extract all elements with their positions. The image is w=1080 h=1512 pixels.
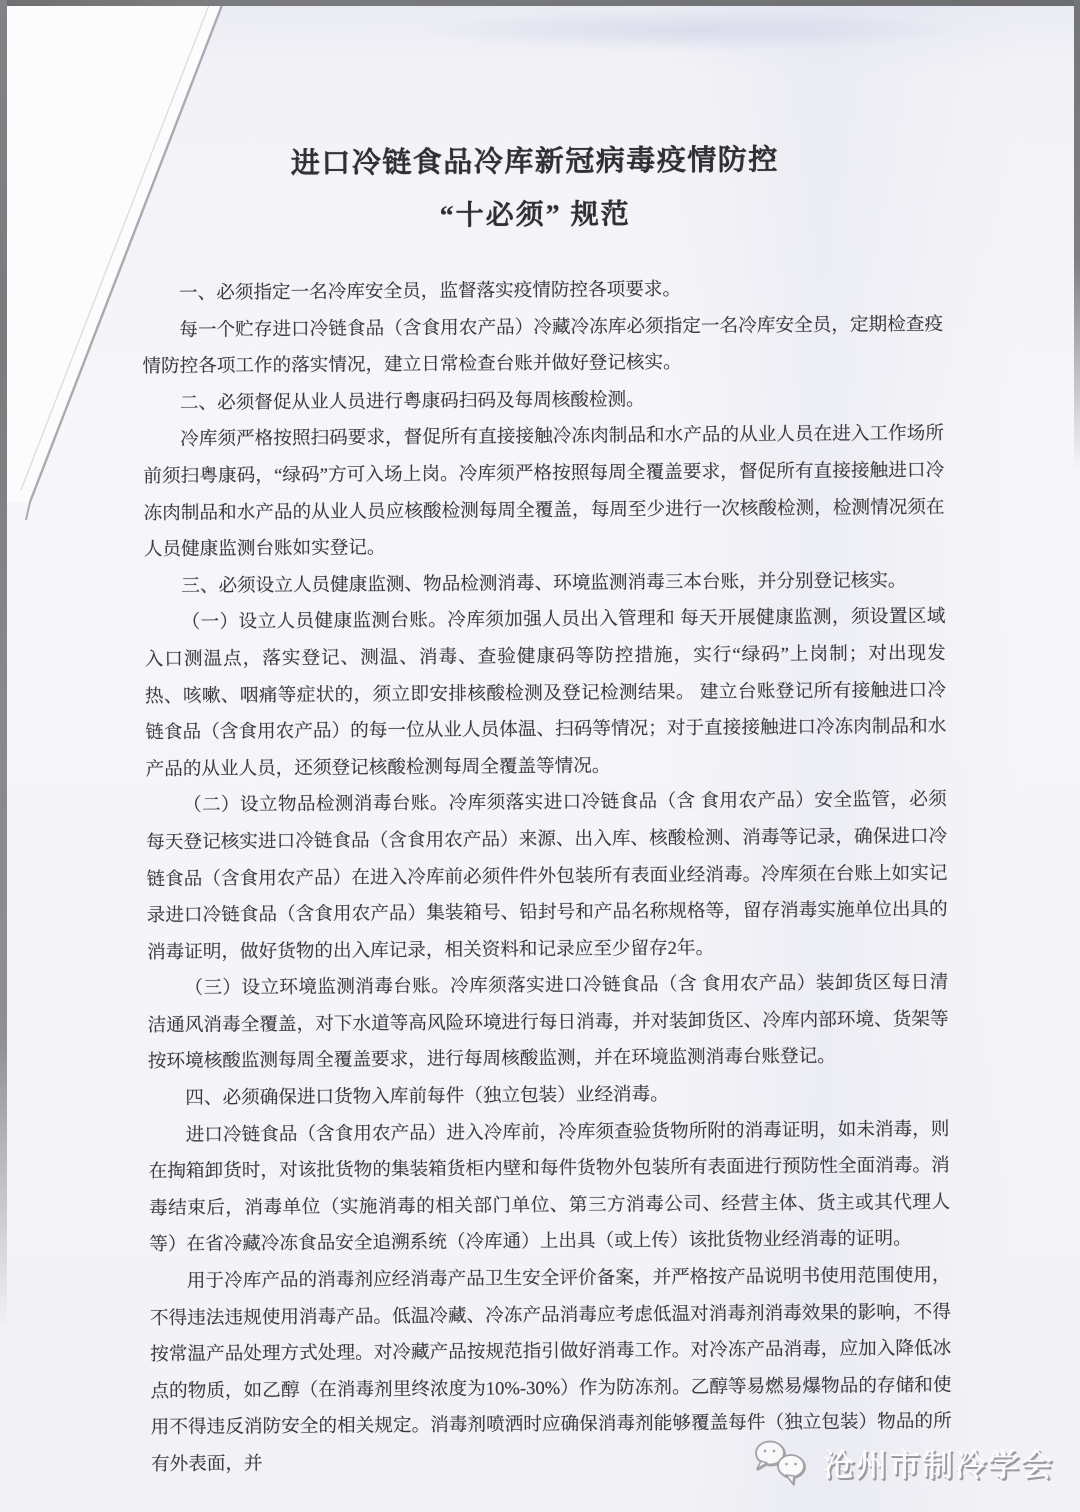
document-title-line-1: 进口冷链食品冷库新冠病毒疫情防控 <box>290 144 779 180</box>
document-title-line-2: “十必须” 规范 <box>439 199 631 232</box>
scan-edge-top <box>0 0 1080 6</box>
paragraph-6: （一）设立人员健康监测台账。冷库须加强人员出入管理和 每天开展健康监测，须设置区域入口测温点，落实登记、测温、消毒、查验健康码等防控措施，实行“绿码”上岗制；对出现发 热、咳嗽、咽痛等症状的，须立即安排核酸检测及登记检测结果。 建立台账登记所有接触进口冷链食品（含食用农产品）的每一位从业人员体温、扫码等情况；对于直接接触进口冷冻肉制品和水产品的从业人员，还须登记核酸检测每周全覆盖等情况。 <box>144 606 947 780</box>
scan-edge-left <box>0 0 7 1330</box>
paragraph-4: 冷库须严格按照扫码要求，督促所有直接接触冷冻肉制品和水产品的从业人员在进入工作场所前须扫粤康码，“绿码”方可入场上岗。冷库须严格按照每周全覆盖要求，督促所有直接接触进口冷冻肉制品和水产品的从业人员应核酸检测每周全覆盖，每周至少进行一次核酸检测，检测情况须在人员健康监测台账如实登记。 <box>143 423 945 561</box>
paragraph-2: 每一个贮存进口冷链食品（含食用农产品）冷藏冷冻库必须指定一名冷库安全员，定期检查疫情防控各项工作的落实情况，建立日常检查台账并做好登记核实。 <box>142 313 944 378</box>
scan-corner-artifact <box>0 0 250 520</box>
scan-edge-right <box>1074 0 1080 470</box>
document-body <box>142 270 952 1484</box>
paragraph-3: 二、必须督促从业人员进行粤康码扫码及每周核酸检测。 <box>179 388 645 414</box>
paragraph-8: （三）设立环境监测消毒台账。冷库须落实进口冷链食品（含 食用农产品）装卸货区每日清洁通风消毒全覆盖，对下水道等高风险环境进行每日消毒，并对装卸货区、冷库内部环境、货架等按环境核酸监测每周全覆盖要求，进行每周核酸监测，并在环境监测消毒台账登记。 <box>147 972 949 1073</box>
watermark <box>753 1438 1054 1486</box>
paragraph-9: 四、必须确保进口货物入库前每件（独立包装）业经消毒。 <box>185 1084 669 1109</box>
watermark-label: 沧州市制冷学会 <box>823 1447 1054 1483</box>
paragraph-7: （二）设立物品检测消毒台账。冷库须落实进口冷链食品（含 食用农产品）安全监管，必须每天登记核实进口冷链食品（含食用农产品）来源、出入库、核酸检测、消毒等记录，确保进口冷链食品（含食用农产品）在进入冷库前必须件件外包装所有表面业经消毒。冷库须在台账上如实记录进口冷链食品（含食用农产品）集装箱号、铅封号和产品名称规格等，留存消毒实施单位出具的消毒证明，做好货物的出入库记录，相关资料和记录应至少留存2年。 <box>146 789 948 963</box>
document-title <box>135 137 936 239</box>
wechat-icon <box>753 1438 811 1486</box>
paragraph-11: 用于冷库产品的消毒剂应经消毒产品卫生安全评价备案，并严格按产品说明书使用范围使用，不得违法违规使用消毒产品。低温冷藏、冷冻产品消毒应考虑低温对消毒剂消毒效果的影响，不得按常温产品处理方式处理。对冷藏产品按规范指引做好消毒工作。对冷冻产品消毒，应加入降低冰点的物质，如乙醇（在消毒剂里终浓度为10%-30%）作为防冻剂。乙醇等易燃易爆物品的存储和使用不得违反消防安全的相关规定。消毒剂喷洒时应确保消毒剂能够覆盖每件（独立包装）物品的所有外表面，并 <box>149 1264 952 1476</box>
paragraph-10: 进口冷链食品（含食用农产品）进入冷库前，冷库须查验货物所附的消毒证明，如未消毒，则在掏箱卸货时，对该批货物的集装箱货柜内壁和每件货物外包装所有表面进行预防性全面消毒。消毒结束后，消毒单位（实施消毒的相关部门单位、第三方消毒公司、经营主体、货主或其代理人等）在省冷藏冷冻食品安全追溯系统（冷库通）上出具（或上传）该批货物业经消毒的证明。 <box>148 1118 951 1256</box>
paragraph-1: 一、必须指定一名冷库安全员，监督落实疫情防控各项要求。 <box>178 278 682 304</box>
paragraph-5: 三、必须设立人员健康监测、物品检测消毒、环境监测消毒三本台账，并分别登记核实。 <box>181 569 907 597</box>
